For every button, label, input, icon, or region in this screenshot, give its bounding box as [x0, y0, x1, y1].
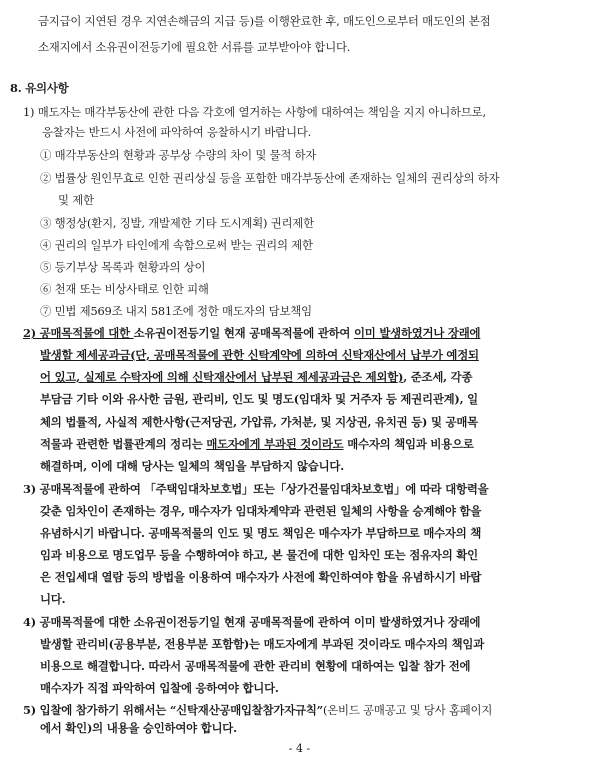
- item2-l3-part-b: , 준조세, 각종: [403, 370, 473, 384]
- item2-l1-part-a: 2) 공매목적물에 대한: [23, 326, 134, 340]
- intro-line-1: 금지급이 지연된 경우 지연손해금의 지급 등)를 이행완료한 후, 매도인으로부터 매도인의 본점: [38, 14, 491, 28]
- item2-line-7: 해결하며, 이에 대해 당사는 일체의 책임을 부담하지 않습니다.: [40, 459, 344, 473]
- item1-sub-6: ⑥ 천재 또는 비상사태로 인한 피해: [40, 282, 209, 296]
- item5-l1-part-a: 5) 입찰에 참가하기 위해서는: [23, 703, 170, 717]
- item2-l6-part-a: 적물과 관련한 법률관계의 정리는: [40, 437, 207, 451]
- item2-line-4: 부담금 기타 이와 유사한 금원, 관리비, 인도 및 명도(임대차 및 거주자 등 제권리관계), 일: [40, 392, 478, 406]
- section-heading: 8. 유의사항: [10, 81, 69, 95]
- item2-line-3: [40, 369, 472, 386]
- item2-l1-part-b: 소유권이전등기일 현재 공매목적물에 관하여: [133, 326, 354, 340]
- item3-line-2: 갖춘 임차인이 존재하는 경우, 매수자가 임대차계약과 관련된 일체의 사항을 승계해야 함을: [40, 504, 482, 518]
- item2-l3-part-a: 어 있고, 실제로 수탁자에 의해 신탁재산에서 납부된 제세공과금은 제외함): [40, 370, 404, 384]
- item2-l6-part-c: 매수자의 책임과 비용으로: [343, 437, 474, 451]
- item1-line-2: 응찰자는 반드시 사전에 파악하여 응찰하시기 바랍니다.: [42, 125, 312, 139]
- item4-line-2: 발생할 관리비(공용부분, 전용부분 포함함)는 매도자에게 부과된 것이라도 매수자의 책임과: [40, 637, 484, 651]
- item2-line-5: 체의 법률적, 사실적 제한사항(근저당권, 가압류, 가처분, 및 지상권, 유치권 등) 및 공매목: [40, 415, 478, 429]
- item3-line-3: 유념하시기 바랍니다. 공매목적물의 인도 및 명도 책임은 매수자가 부담하므로 매수자의 책: [40, 526, 482, 540]
- intro-line-2: 소재지에서 소유권이전등기에 필요한 서류를 교부받아야 합니다.: [38, 40, 351, 54]
- item1-sub-3: ③ 행정상(환지, 징발, 개발제한 기타 도시계획) 권리제한: [40, 216, 314, 230]
- item2-l6-part-b: 매도자에게 부과된 것이라도: [206, 437, 344, 451]
- item3-line-6: 니다.: [40, 592, 66, 606]
- item4-line-3: 비용으로 해결합니다. 따라서 공매목적물에 관한 관리비 현황에 대하여는 입찰 참가 전에: [40, 659, 471, 673]
- item1-sub-7: ⑦ 민법 제569조 내지 581조에 정한 매도자의 담보책임: [40, 304, 312, 318]
- item3-line-4: 임과 비용으로 명도업무 등을 수행하여야 하고, 본 물건에 대한 임차인 또는 점유자의 확인: [40, 548, 478, 562]
- item1-sub-1: ① 매각부동산의 현황과 공부상 수량의 차이 및 물적 하자: [40, 148, 317, 162]
- item5-line-1: [23, 702, 492, 719]
- item5-line-2: 에서 확인)의 내용을 승인하여야 합니다.: [40, 721, 237, 735]
- item4-line-1: 4) 공매목적물에 대한 소유권이전등기일 현재 공매목적물에 관하여 이미 발생하였거나 장래에: [23, 615, 481, 629]
- item1-sub-4: ④ 권리의 일부가 타인에게 속함으로써 받는 권리의 제한: [40, 238, 313, 252]
- item2-line-2: 발생할 제세공과금(단, 공매목적물에 관한 신탁계약에 의하여 신탁재산에서 납부가 예정되: [40, 348, 479, 362]
- item5-l1-part-b: “신탁재산공매입찰참가자규칙”: [169, 703, 323, 717]
- item2-l1-part-c: 이미 발생하였거나 장래에: [353, 326, 481, 340]
- item1-sub-5: ⑤ 등기부상 목록과 현황과의 상이: [40, 260, 206, 274]
- item2-line-6: [40, 436, 474, 453]
- item3-line-5: 은 전입세대 열람 등의 방법을 이용하여 매수자가 사전에 확인하여야 함을 유념하시기 바랍: [40, 570, 482, 584]
- item1-line-1: 1) 매도자는 매각부동산에 관한 다음 각호에 열거하는 사항에 대하여는 책임을 지지 아니하므로,: [23, 105, 486, 119]
- item5-l1-part-c: (온비드 공매공고 및 당사 홈페이지: [322, 703, 493, 717]
- page-number: - 4 -: [288, 742, 311, 755]
- item3-line-1: 3) 공매목적물에 관하여 「주택임대차보호법」또는「상가건물임대차보호법」에 따라 대항력을: [23, 482, 489, 496]
- item4-line-4: 매수자가 직접 파악하여 입찰에 응하여야 합니다.: [40, 681, 279, 695]
- item1-sub-2: ② 법률상 원인무효로 인한 권리상실 등을 포함한 매각부동산에 존재하는 일체의 권리상의 하자: [40, 171, 500, 185]
- item2-line-1: [23, 325, 480, 342]
- item1-sub-2-cont: 및 제한: [58, 193, 94, 207]
